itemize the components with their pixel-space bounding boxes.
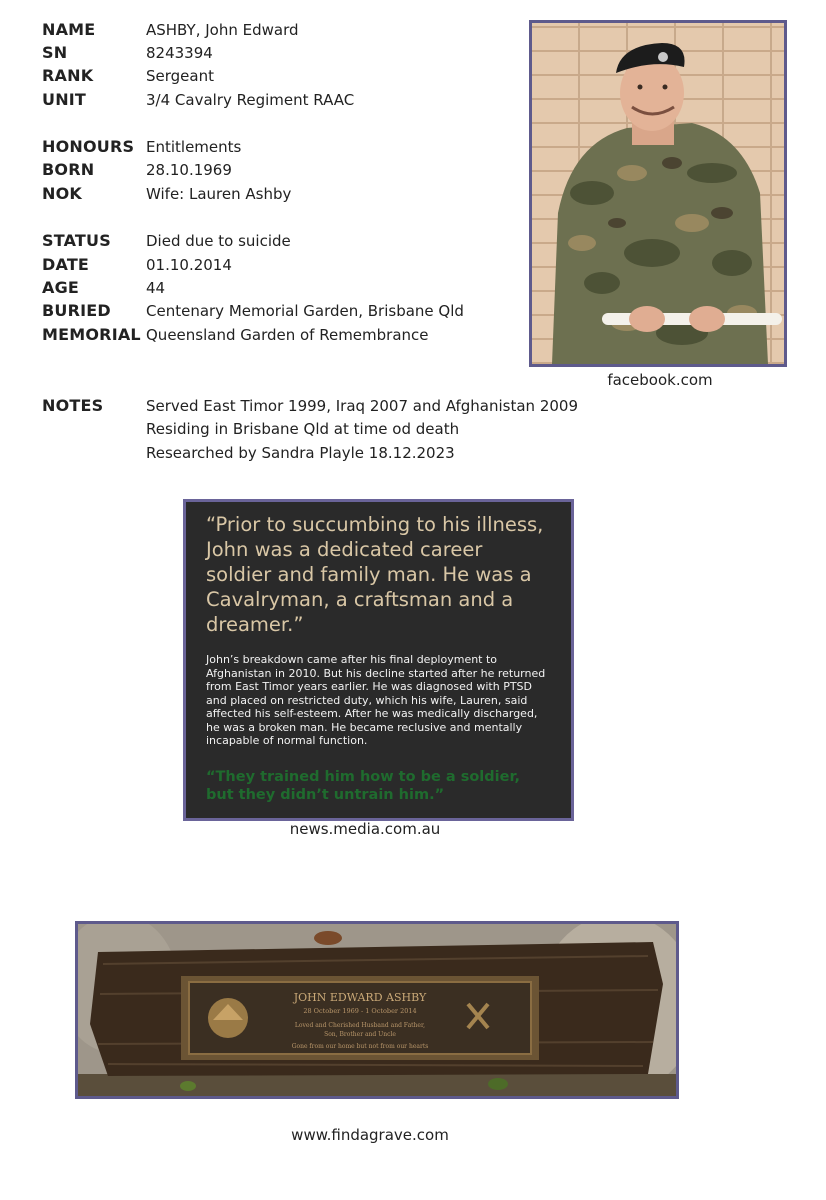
field-label: BORN bbox=[42, 160, 95, 179]
portrait-photo bbox=[529, 20, 787, 367]
field-label: RANK bbox=[42, 66, 94, 85]
pull-quote: “They trained him how to be a soldier, but they didn’t untrain him.” bbox=[206, 768, 520, 803]
field-label: NOK bbox=[42, 184, 82, 203]
field-date bbox=[42, 254, 522, 276]
field-label: HONOURS bbox=[42, 137, 135, 156]
notes-label: NOTES bbox=[42, 396, 104, 415]
field-label: UNIT bbox=[42, 90, 87, 109]
field-status bbox=[42, 230, 522, 252]
field-value: Centenary Memorial Garden, Brisbane Qld bbox=[146, 302, 464, 320]
quote-caption: news.media.com.au bbox=[289, 820, 441, 838]
field-buried bbox=[42, 300, 522, 322]
field-honours bbox=[42, 136, 522, 158]
plaque-line1: Loved and Cherished Husband and Father, bbox=[294, 1022, 426, 1029]
field-label: STATUS bbox=[42, 231, 111, 250]
field-label: MEMORIAL bbox=[42, 325, 141, 344]
field-value: 28.10.1969 bbox=[146, 161, 232, 179]
field-value: 44 bbox=[146, 279, 166, 297]
field-unit bbox=[42, 89, 522, 111]
note-line: Residing in Brisbane Qld at time od death bbox=[146, 420, 460, 438]
plaque-caption: www.findagrave.com bbox=[291, 1126, 449, 1144]
field-label: AGE bbox=[42, 278, 80, 297]
field-value: Queensland Garden of Remembrance bbox=[146, 326, 429, 344]
field-value: 01.10.2014 bbox=[146, 256, 232, 274]
quote-body: John’s breakdown came after his final deployment to Afghanistan in 2010. But his decline started after he returned from East Timor years earlier. He was diagnosed with PTSD and placed on restricted duty, which his wife, Lauren, said affected his self-esteem. After he was medically discharged, he was a broken man. He became reclusive and mentally incapable of normal function. bbox=[206, 653, 546, 747]
plaque-dates: 28 October 1969 - 1 October 2014 bbox=[303, 1007, 417, 1015]
memorial-plaque-photo bbox=[75, 921, 679, 1099]
field-value: Entitlements bbox=[146, 138, 242, 156]
plaque-line3: Gone from our home but not from our hearts bbox=[291, 1043, 429, 1050]
plaque-line2: Son, Brother and Uncle bbox=[324, 1031, 396, 1038]
field-value: 8243394 bbox=[146, 44, 213, 62]
note-line: Served East Timor 1999, Iraq 2007 and Afghanistan 2009 bbox=[146, 397, 578, 415]
quote-headline: “Prior to succumbing to his illness, John was a dedicated career soldier and family man. He was a Cavalryman, a craftsman and a dreamer.” bbox=[206, 513, 544, 636]
field-nok bbox=[42, 183, 522, 205]
field-label: BURIED bbox=[42, 301, 111, 320]
field-value: Wife: Lauren Ashby bbox=[146, 185, 292, 203]
field-label: DATE bbox=[42, 255, 90, 274]
field-rank bbox=[42, 65, 522, 87]
field-label: NAME bbox=[42, 20, 96, 39]
soldier-illustration bbox=[532, 23, 784, 364]
field-value: Died due to suicide bbox=[146, 232, 291, 250]
field-name bbox=[42, 19, 522, 41]
field-memorial bbox=[42, 324, 522, 346]
field-age bbox=[42, 277, 522, 299]
field-value: 3/4 Cavalry Regiment RAAC bbox=[146, 91, 355, 109]
photo-caption: facebook.com bbox=[607, 371, 713, 389]
field-label: SN bbox=[42, 43, 68, 62]
field-value: ASHBY, John Edward bbox=[146, 21, 299, 39]
field-value: Sergeant bbox=[146, 67, 214, 85]
quote-panel bbox=[183, 499, 574, 821]
field-born bbox=[42, 159, 522, 181]
plaque-name: JOHN EDWARD ASHBY bbox=[293, 991, 427, 1004]
note-line: Researched by Sandra Playle 18.12.2023 bbox=[146, 444, 455, 462]
plaque-illustration bbox=[78, 924, 676, 1096]
field-sn bbox=[42, 42, 522, 64]
